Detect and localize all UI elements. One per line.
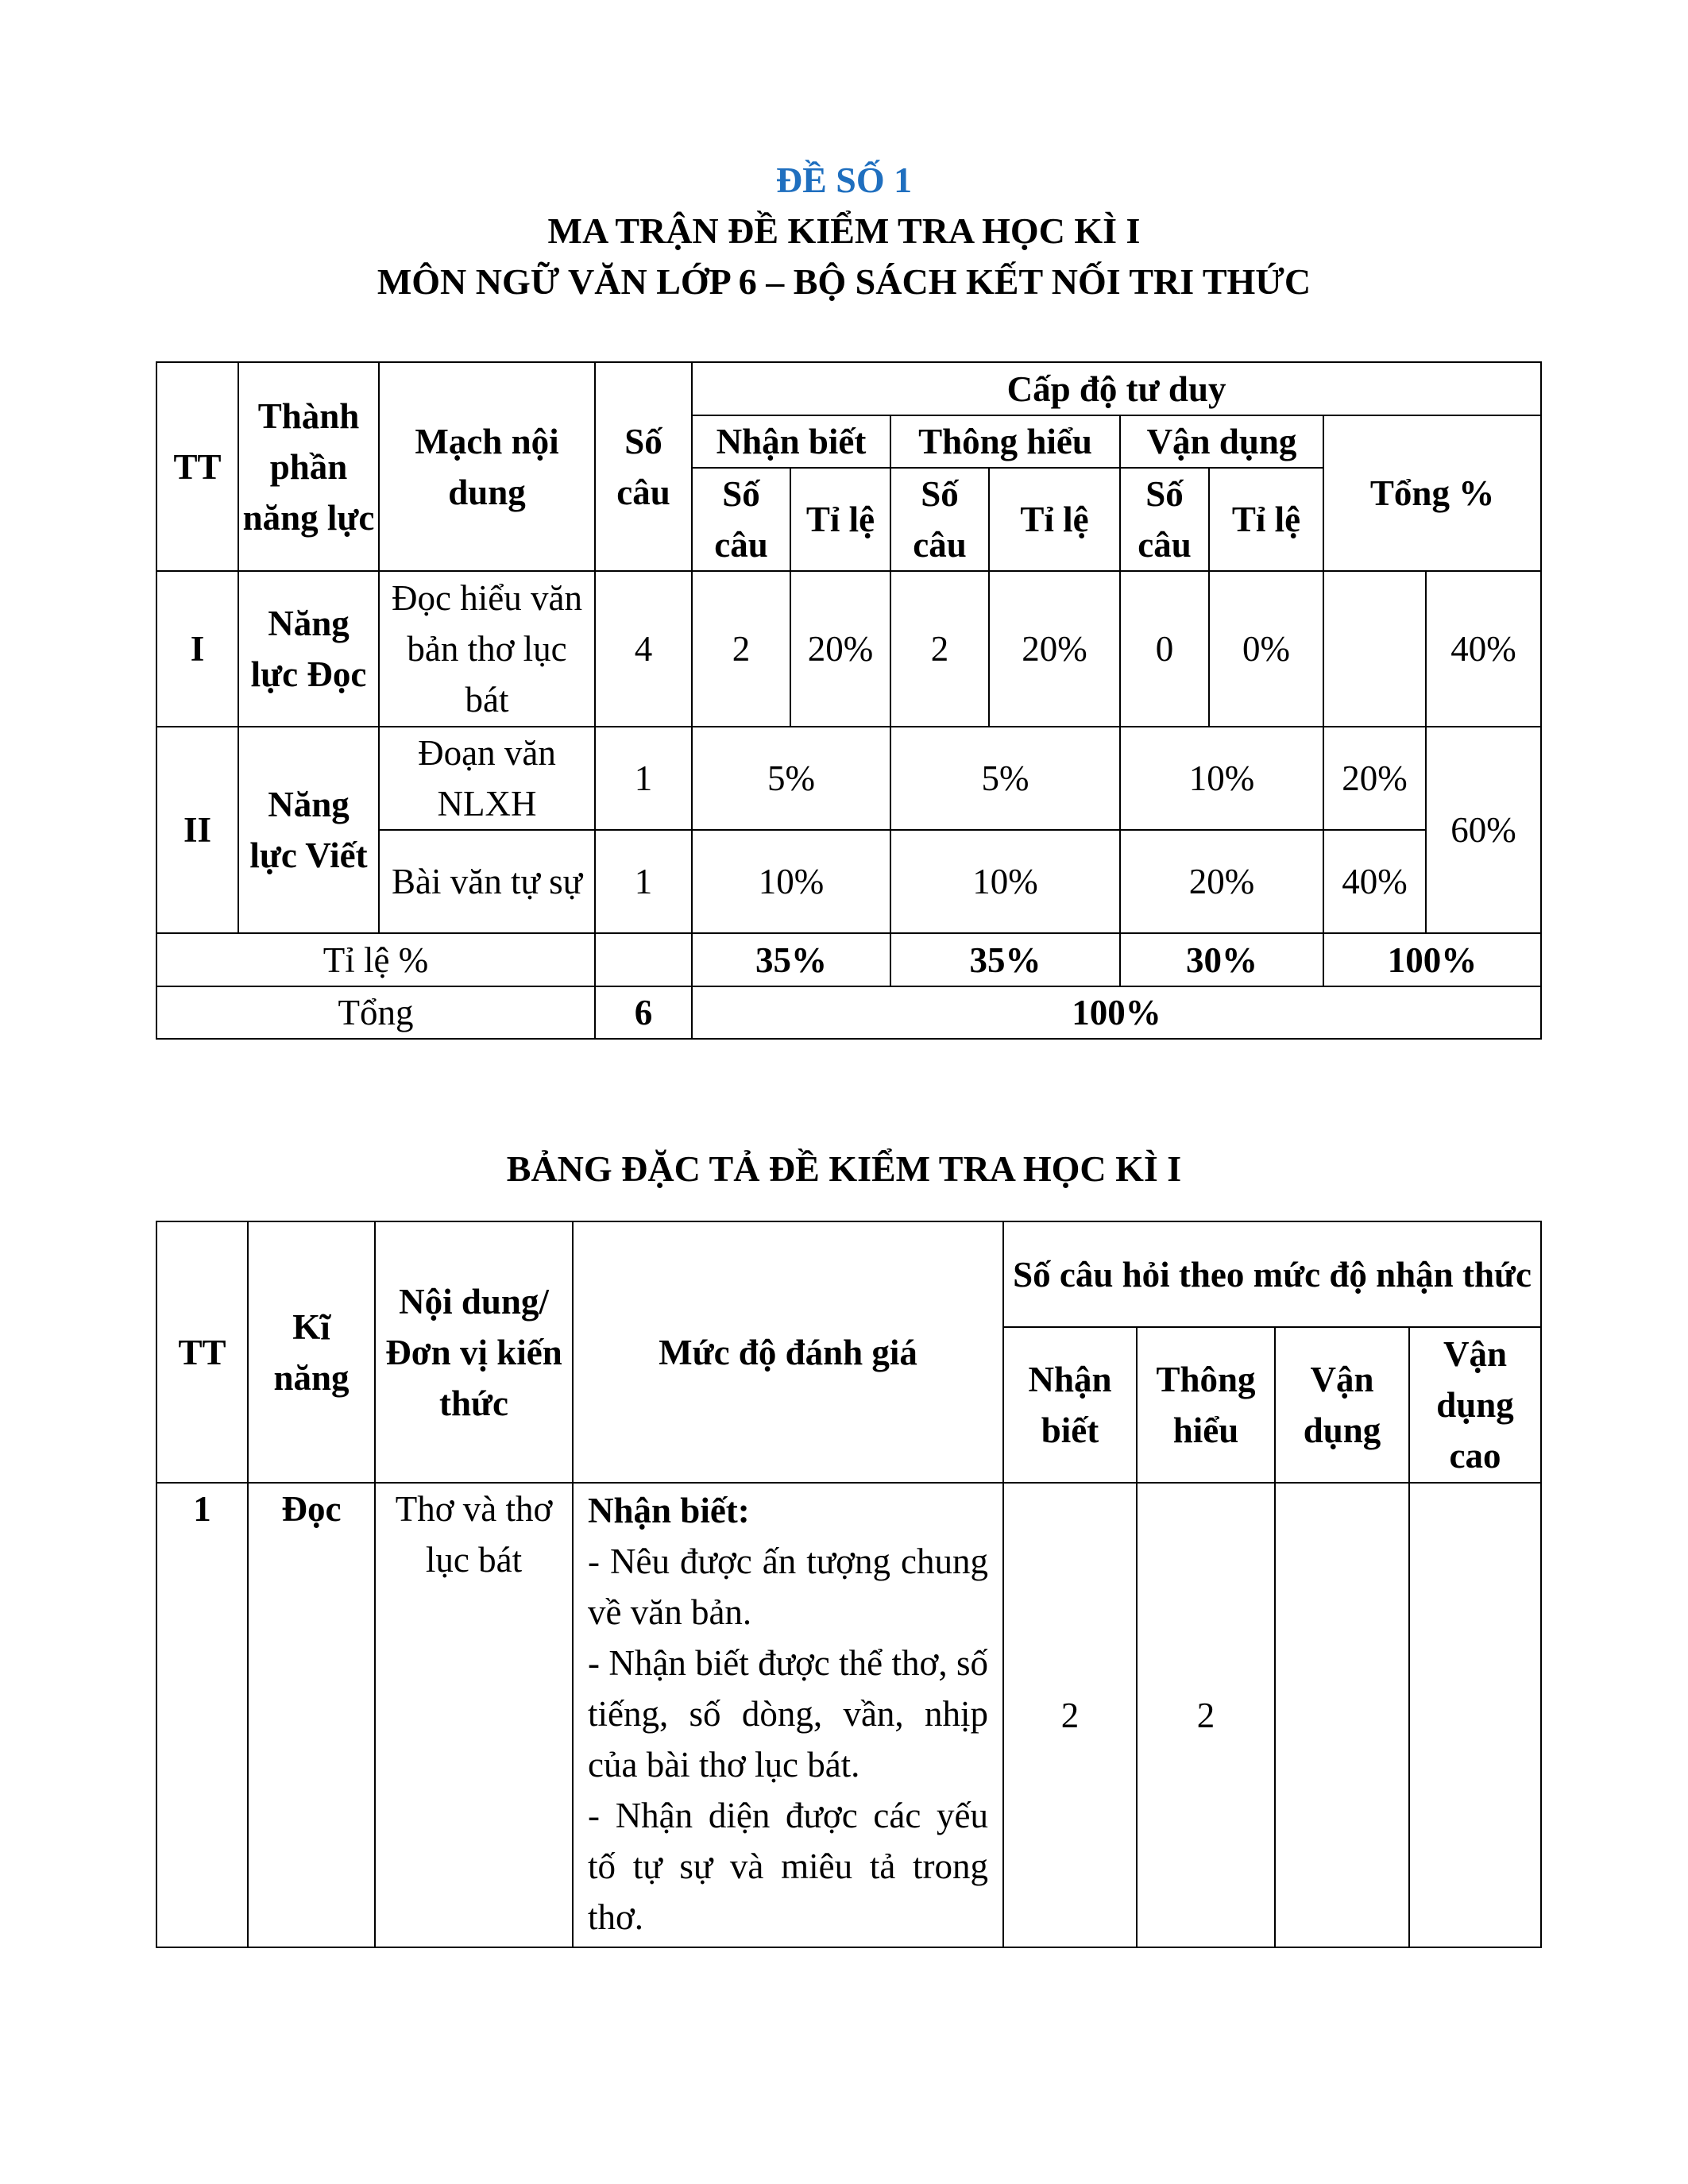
spec-header-recognition: Nhận biết [1003,1327,1137,1483]
spec-header-tt: TT [156,1221,248,1483]
matrix-row-ratio [156,933,1541,986]
spec-row-skill: Đọc [248,1483,375,1947]
total-num: 6 [595,986,692,1039]
spec-header-skill: Kĩ năng [248,1221,375,1483]
spec-header-question-count: Số câu hỏi theo mức độ nhận thức [1003,1221,1541,1327]
spec-row-content: Thơ và thơ lục bát [375,1483,573,1947]
writing-competency: Năng lực Viết [238,727,379,933]
criteria-line: - Nhận biết được thể thơ, số tiếng, số dòng, vần, nhịp của bài thơ lục bát. [588,1643,988,1785]
writing-nb: 10% [692,830,890,933]
spec-table [156,1221,1542,1948]
criteria-line: - Nhận diện được các yếu tố tự sự và miêu tả trong thơ. [588,1796,988,1937]
spec-row-th: 2 [1137,1483,1275,1947]
total-value: 100% [692,986,1541,1039]
ratio-label: Tỉ lệ % [156,933,595,986]
matrix-header-content: Mạch nội dung [379,362,595,571]
writing-total: 60% [1426,727,1541,933]
matrix-header-th-count: Số câu [890,468,989,571]
spec-header-application: Vận dụng [1275,1327,1409,1483]
writing-sub: 20% [1323,727,1426,830]
criteria-line: - Nêu được ấn tượng chung về văn bản. [588,1542,988,1632]
writing-th: 5% [890,727,1120,830]
spec-row-nb: 2 [1003,1483,1137,1947]
writing-tt: II [156,727,238,933]
reading-nb-pct: 20% [790,571,890,727]
matrix-row-reading [156,571,1541,727]
reading-num: 4 [595,571,692,727]
matrix-header-application: Vận dụng [1120,415,1323,468]
writing-content: Đoạn văn NLXH [379,727,595,830]
writing-nb: 5% [692,727,890,830]
total-label: Tổng [156,986,595,1039]
writing-num: 1 [595,830,692,933]
spec-row-vdc [1409,1483,1541,1947]
criteria-title: Nhận biết: [588,1491,750,1530]
writing-num: 1 [595,727,692,830]
ratio-vd: 30% [1120,933,1323,986]
document-title: MA TRẬN ĐỀ KIỂM TRA HỌC KÌ I [547,210,1141,251]
matrix-header-recognition: Nhận biết [692,415,890,468]
reading-vd-count: 0 [1120,571,1209,727]
document-subtitle: MÔN NGỮ VĂN LỚP 6 – BỘ SÁCH KẾT NỐI TRI THỨC [377,261,1311,302]
reading-competency: Năng lực Đọc [238,571,379,727]
spec-header-content: Nội dung/Đơn vị kiến thức [375,1221,573,1483]
matrix-header-vd-count: Số câu [1120,468,1209,571]
matrix-header-num-questions: Số câu [595,362,692,571]
matrix-header-th-pct: Tỉ lệ [989,468,1120,571]
matrix-header-competency: Thành phần năng lực [238,362,379,571]
ratio-th: 35% [890,933,1120,986]
spec-header-comprehension: Thông hiểu [1137,1327,1275,1483]
reading-vd-pct: 0% [1209,571,1323,727]
ratio-nb: 35% [692,933,890,986]
reading-content: Đọc hiểu văn bản thơ lục bát [379,571,595,727]
matrix-header-nb-pct: Tỉ lệ [790,468,890,571]
spec-section-title: BẢNG ĐẶC TẢ ĐỀ KIỂM TRA HỌC KÌ I [506,1148,1182,1189]
reading-total: 40% [1426,571,1541,727]
matrix-row-total [156,986,1541,1039]
reading-th-count: 2 [890,571,989,727]
writing-th: 10% [890,830,1120,933]
matrix-table [156,361,1542,1040]
reading-total-sub [1323,571,1426,727]
matrix-header-tt: TT [156,362,238,571]
spec-row-tt: 1 [156,1483,248,1947]
matrix-header-vd-pct: Tỉ lệ [1209,468,1323,571]
spec-header-criteria: Mức độ đánh giá [573,1221,1003,1483]
matrix-header-comprehension: Thông hiểu [890,415,1120,468]
writing-vd: 10% [1120,727,1323,830]
reading-nb-count: 2 [692,571,790,727]
ratio-num [595,933,692,986]
spec-header-high-application: Vận dụng cao [1409,1327,1541,1483]
reading-tt: I [156,571,238,727]
spec-row [156,1483,1541,1947]
writing-sub: 40% [1323,830,1426,933]
reading-th-pct: 20% [989,571,1120,727]
matrix-row-writing-1 [156,727,1541,830]
writing-vd: 20% [1120,830,1323,933]
exam-number: ĐỀ SỐ 1 [775,160,913,200]
matrix-header-total-pct: Tổng % [1323,415,1541,571]
matrix-header-thinking-level: Cấp độ tư duy [692,362,1541,415]
spec-row-criteria [573,1483,1003,1947]
spec-row-vd [1275,1483,1409,1947]
ratio-total: 100% [1323,933,1541,986]
title-block [0,155,1688,307]
writing-content: Bài văn tự sự [379,830,595,933]
matrix-header-nb-count: Số câu [692,468,790,571]
